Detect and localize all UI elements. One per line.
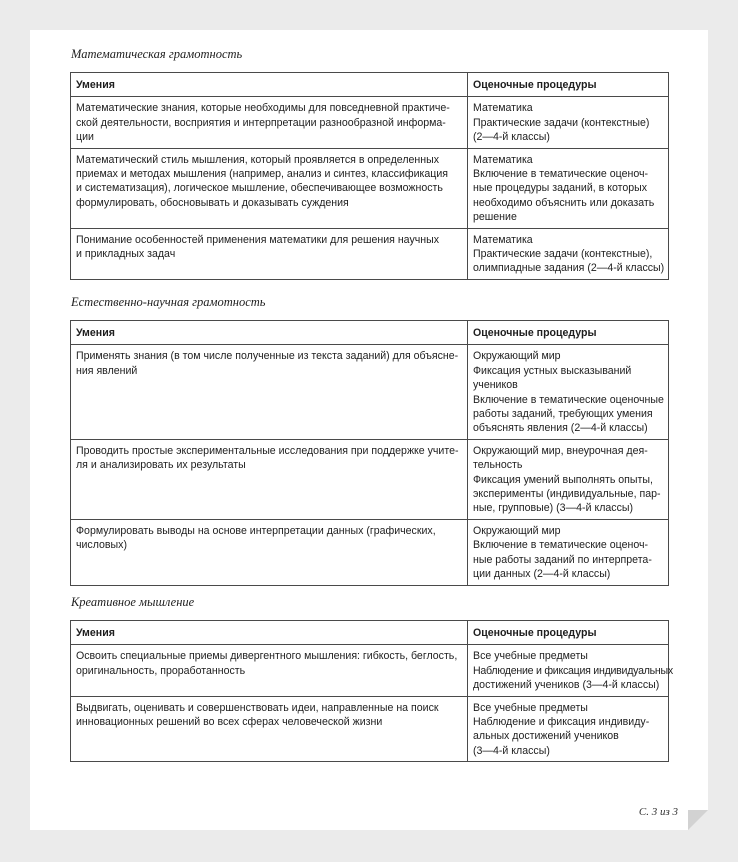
text-line: Наблюдение и фиксация индивиду-: [473, 716, 650, 729]
text-line: ской деятельности, восприятия и интерпретации разнообразной информа-: [76, 116, 446, 129]
assessment-cell: [468, 519, 669, 585]
text-line: альных достижений учеников: [473, 730, 619, 743]
table-header-row: [71, 321, 669, 345]
text-line: Наблюдение и фиксация индивидуальных: [473, 664, 673, 677]
section-title-science: Естественно-научная грамотность: [71, 295, 266, 309]
skill-cell: [71, 696, 468, 762]
text-line: ные работы заданий по интерпрета-: [473, 553, 652, 566]
assessment-cell: [468, 439, 669, 519]
text-line: Формулировать выводы на основе интерпретации данных (графических,: [76, 524, 436, 537]
text-line: Математика: [473, 233, 533, 246]
assessment-cell: [468, 345, 669, 439]
text-line: Окружающий мир: [473, 524, 561, 537]
text-line: ции: [76, 131, 94, 144]
text-line: Фиксация умений выполнять опыты,: [473, 473, 653, 486]
text-line: необходимо объяснить или доказать: [473, 196, 655, 209]
assessment-cell: [468, 228, 669, 279]
text-line: Окружающий мир: [473, 350, 561, 363]
skill-cell: [71, 345, 468, 439]
document-page: [30, 30, 708, 830]
table-row: [71, 148, 669, 228]
column-header-assessment: Оценочные процедуры: [468, 321, 669, 345]
text-line: Математика: [473, 153, 533, 166]
text-line: Включение в тематические оценоч-: [473, 539, 649, 552]
text-line: работы заданий, требующих умения: [473, 408, 653, 421]
page-corner-fold: [688, 810, 708, 830]
text-line: Фиксация устных высказываний: [473, 364, 632, 377]
skill-cell: [71, 645, 468, 696]
text-line: ля и анализировать их результаты: [76, 459, 246, 472]
text-line: эксперименты (индивидуальные, пар-: [473, 488, 661, 501]
text-line: Включение в тематические оценочные: [473, 393, 664, 406]
column-header-assessment: Оценочные процедуры: [468, 621, 669, 645]
assessment-cell: [468, 97, 669, 148]
text-line: Применять знания (в том числе полученные из текста заданий) для объясне-: [76, 350, 459, 363]
text-line: олимпиадные задания (2—4-й классы): [473, 262, 665, 275]
text-line: Практические задачи (контекстные),: [473, 248, 653, 261]
column-header-skills: Умения: [71, 73, 468, 97]
skill-cell: [71, 228, 468, 279]
text-line: ции данных (2—4-й классы): [473, 568, 611, 581]
text-line: (3—4-й классы): [473, 744, 550, 757]
text-line: объяснять явления (2—4-й классы): [473, 422, 648, 435]
skill-cell: [71, 519, 468, 585]
text-line: учеников: [473, 379, 518, 392]
table-row: [71, 519, 669, 585]
table-row: [71, 696, 669, 762]
section-title-creative: Креативное мышление: [71, 595, 195, 609]
section-title-math: Математическая грамотность: [71, 47, 243, 61]
skill-cell: [71, 439, 468, 519]
text-line: ния явлений: [76, 364, 138, 377]
text-line: Включение в тематические оценоч-: [473, 168, 649, 181]
text-line: Выдвигать, оценивать и совершенствовать идеи, направленные на поиск: [76, 701, 439, 714]
text-line: приемах и методах мышления (например, анализ и синтез, классификация: [76, 168, 448, 181]
table-row: [71, 439, 669, 519]
table-science: [70, 320, 669, 586]
text-line: Математика: [473, 102, 533, 115]
table-header-row: [71, 621, 669, 645]
column-header-skills: Умения: [71, 321, 468, 345]
text-line: (2—4-й классы): [473, 131, 550, 144]
text-line: ные, групповые) (3—4-й классы): [473, 502, 634, 515]
table-row: [71, 645, 669, 696]
table-row: [71, 345, 669, 439]
text-line: числовых): [76, 539, 127, 552]
text-line: Проводить простые экспериментальные исследования при поддержке учите-: [76, 444, 459, 457]
text-line: и систематизация), логическое мышление, обеспечивающее возможность: [76, 182, 443, 195]
table-creative: [70, 620, 673, 762]
text-line: и прикладных задач: [76, 248, 176, 261]
assessment-cell: [468, 645, 673, 696]
page-number: С. 3 из 3: [638, 806, 678, 818]
text-line: оригинальность, проработанность: [76, 664, 246, 677]
column-header-skills: Умения: [71, 621, 468, 645]
text-line: формулировать, обосновывать и доказывать суждения: [76, 196, 349, 209]
skill-cell: [71, 148, 468, 228]
text-line: Математические знания, которые необходимы для повседневной практиче-: [76, 102, 450, 115]
text-line: тельность: [473, 459, 523, 472]
table-header-row: [71, 73, 669, 97]
text-line: инновационных решений во всех сферах человеческой жизни: [76, 716, 383, 729]
text-line: Окружающий мир, внеурочная дея-: [473, 444, 648, 457]
text-line: Освоить специальные приемы дивергентного мышления: гибкость, беглость,: [76, 650, 458, 663]
assessment-cell: [468, 696, 669, 762]
text-line: Понимание особенностей применения математики для решения научных: [76, 233, 440, 246]
text-line: Все учебные предметы: [473, 701, 588, 714]
text-line: Все учебные предметы: [473, 650, 588, 663]
text-line: ные процедуры заданий, в которых: [473, 182, 648, 195]
text-line: Математический стиль мышления, который проявляется в определенных: [76, 153, 440, 166]
text-line: решение: [473, 211, 517, 224]
table-math: [70, 72, 669, 280]
text-line: Практические задачи (контекстные): [473, 116, 650, 129]
skill-cell: [71, 97, 468, 148]
assessment-cell: [468, 148, 669, 228]
table-row: [71, 228, 669, 279]
table-row: [71, 97, 669, 148]
text-line: достижений учеников (3—4-й классы): [473, 679, 660, 692]
column-header-assessment: Оценочные процедуры: [468, 73, 669, 97]
